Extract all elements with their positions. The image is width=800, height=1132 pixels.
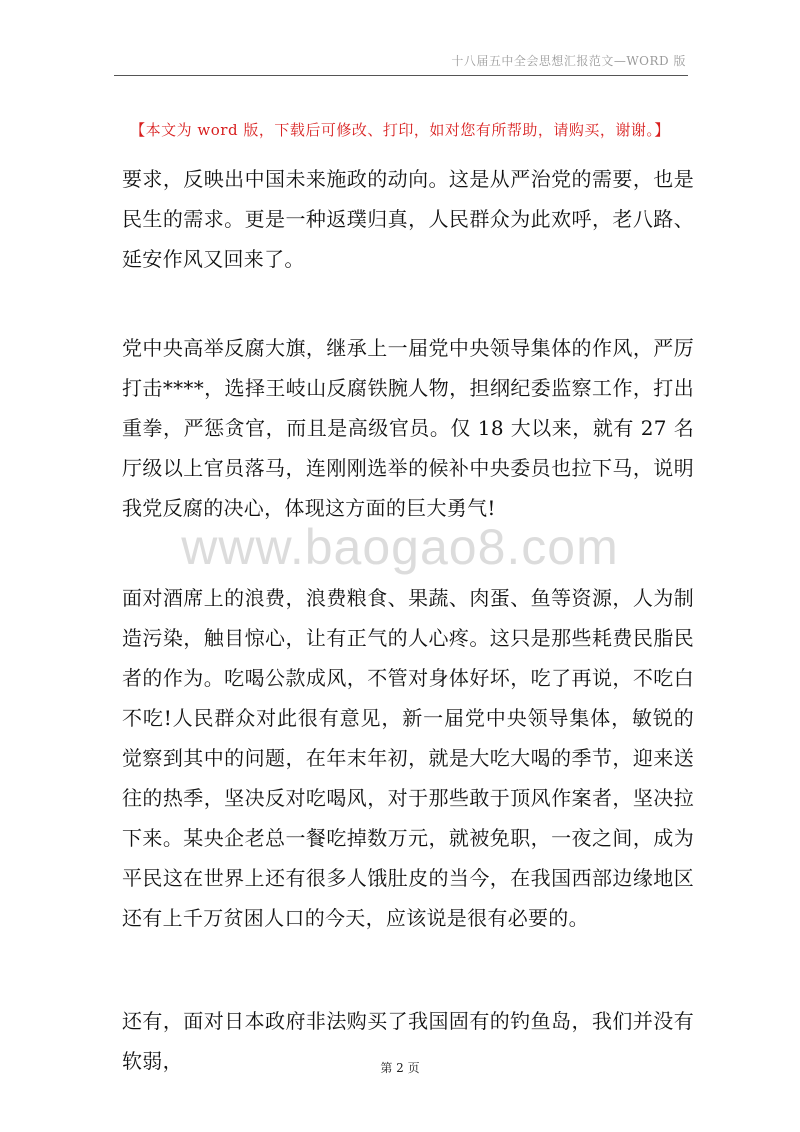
purchase-notice: 【本文为 word 版，下载后可修改、打印，如对您有所帮助，请购买，谢谢。】: [130, 121, 670, 139]
watermark: www.baogao8.com: [181, 519, 619, 575]
body-paragraph-2: 党中央高举反腐大旗，继承上一届党中央领导集体的作风，严厉打击****，选择王岐山反腐铁腕人物，担纲纪委监察工作，打出重拳，严惩贪官，而且是高级官员。仅 18 大以来，就有 27 名厅级以上官员落马，连刚刚选举的候补中央委员也拉下马，说明我党反腐的决心，体现这方面的巨大勇气!: [122, 336, 694, 520]
document-header-title: 十八届五中全会思想汇报范文—WORD 版: [451, 54, 686, 68]
body-paragraph-3: 面对酒席上的浪费，浪费粮食、果蔬、肉蛋、鱼等资源，人为制造污染，触目惊心，让有正气的人心疼。这只是那些耗费民脂民者的作为。吃喝公款成风，不管对身体好坏，吃了再说，不吃白不吃!人民群众对此很有意见，新一届党中央领导集体，敏锐的觉察到其中的问题，在年末年初，就是大吃大喝的季节，迎来送往的热季，坚决反对吃喝风，对于那些敢于顶风作案者，坚决拉下来。某央企老总一餐吃掉数万元，就被免职，一夜之间，成为平民这在世界上还有很多人饿肚皮的当今，在我国西部边缘地区还有上千万贫困人口的今天，应该说是很有必要的。: [122, 586, 694, 930]
body-paragraph-1: 要求，反映出中国未来施政的动向。这是从严治党的需要，也是民生的需求。更是一种返璞归真，人民群众为此欢呼，老八路、延安作风又回来了。: [122, 167, 694, 271]
page-number: 第 2 页: [380, 1061, 420, 1075]
body-paragraph-4: 还有，面对日本政府非法购买了我国固有的钓鱼岛，我们并没有软弱，: [122, 1009, 694, 1073]
header-divider: [114, 75, 688, 76]
